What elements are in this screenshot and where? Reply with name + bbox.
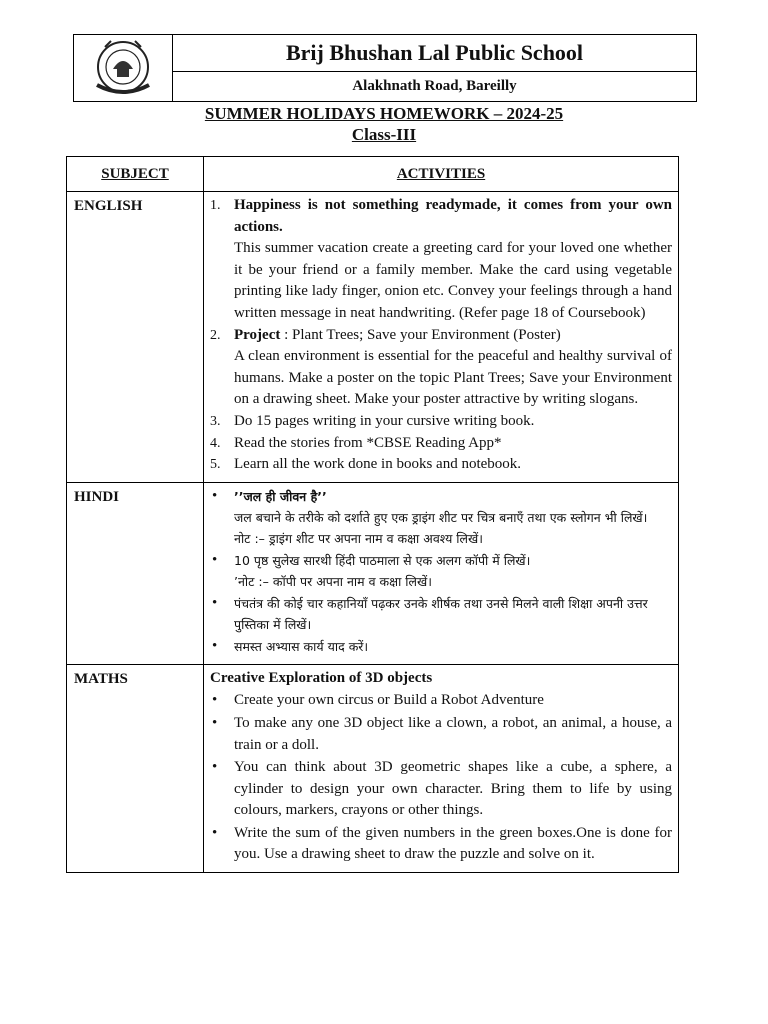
school-address: Alakhnath Road, Bareilly bbox=[352, 78, 517, 94]
list-item: • Create your own circus or Build a Robot Adventure bbox=[212, 692, 544, 709]
list-item: • To make any one 3D object like a clown, a robot, an animal, a house, a train or a doll. bbox=[212, 714, 672, 753]
activities-maths bbox=[204, 664, 679, 872]
school-header bbox=[73, 34, 697, 102]
list-item: 4. Read the stories from *CBSE Reading App* bbox=[210, 434, 502, 451]
table-row-maths bbox=[67, 664, 679, 872]
subject-maths: MATHS bbox=[67, 664, 204, 872]
list-item: 2. Project : Plant Trees; Save your Environment (Poster) A clean environment is essential for the peaceful and healthy survival of humans. Make a poster on the topic Plant Trees; Save your Environment on a drawing sheet. Make your poster attractive by writing slogans. bbox=[210, 326, 672, 408]
list-item: • पंचतंत्र की कोई चार कहानियाँ पढ़कर उनके शीर्षक तथा उनसे मिलने वाली शिक्षा अपनी उत्तर पुस्तिका में लिखें। bbox=[212, 594, 648, 632]
class-title: Class-III bbox=[351, 125, 417, 144]
logo-cell bbox=[74, 35, 173, 101]
activities-hindi bbox=[204, 482, 679, 664]
subject-english: ENGLISH bbox=[67, 192, 204, 483]
table-header-row bbox=[67, 157, 679, 192]
list-item: • 10 पृष्ठ सुलेख सारथी हिंदी पाठमाला से एक अलग कॉपी में लिखें। ’नोट :– कॉपी पर अपना नाम व कक्षा लिखें। bbox=[212, 551, 531, 589]
list-item: • You can think about 3D geometric shapes like a cube, a sphere, a cylinder to design your own character. Bring them to life by using colours, markers, crayons or other things. bbox=[212, 759, 672, 819]
table-row-english bbox=[67, 192, 679, 483]
school-name: Brij Bhushan Lal Public School bbox=[173, 35, 696, 72]
subject-hindi: HINDI bbox=[67, 482, 204, 664]
homework-table bbox=[66, 156, 679, 873]
list-item: • Write the sum of the given numbers in the green boxes.One is done for you. Use a drawing sheet to draw the puzzle and solve on it. bbox=[212, 824, 672, 863]
header-subject: SUBJECT bbox=[67, 157, 204, 192]
page-title: SUMMER HOLIDAYS HOMEWORK – 2024-25 bbox=[204, 104, 564, 123]
list-item: • समस्त अभ्यास कार्य याद करें। bbox=[212, 637, 369, 654]
activities-english bbox=[204, 192, 679, 483]
list-item: • ’’जल ही जीवन है’’ जल बचाने के तरीके को दर्शाते हुए एक ड्राइंग शीट पर चित्र बनाएँ तथा एक स्लोगन भी लिखें। नोट :– ड्राइंग शीट पर अपना नाम व कक्षा अवश्य लिखें। bbox=[212, 487, 648, 546]
maths-heading: Creative Exploration of 3D objects bbox=[210, 669, 433, 686]
school-crest-logo bbox=[83, 39, 163, 97]
header-activities: ACTIVITIES bbox=[204, 157, 679, 192]
list-item: 3. Do 15 pages writing in your cursive writing book. bbox=[210, 412, 535, 429]
list-item: 1. Happiness is not something readymade, it comes from your own actions. This summer vacation create a greeting card for your loved one whether it be your friend or a family member. Make the card using vegetable printing like lady finger, onion etc. Convey your feelings through a hand written message in neat handwriting. (Refer page 18 of Coursebook) bbox=[210, 197, 672, 321]
list-item: 5. Learn all the work done in books and notebook. bbox=[210, 456, 522, 473]
table-row-hindi bbox=[67, 482, 679, 664]
